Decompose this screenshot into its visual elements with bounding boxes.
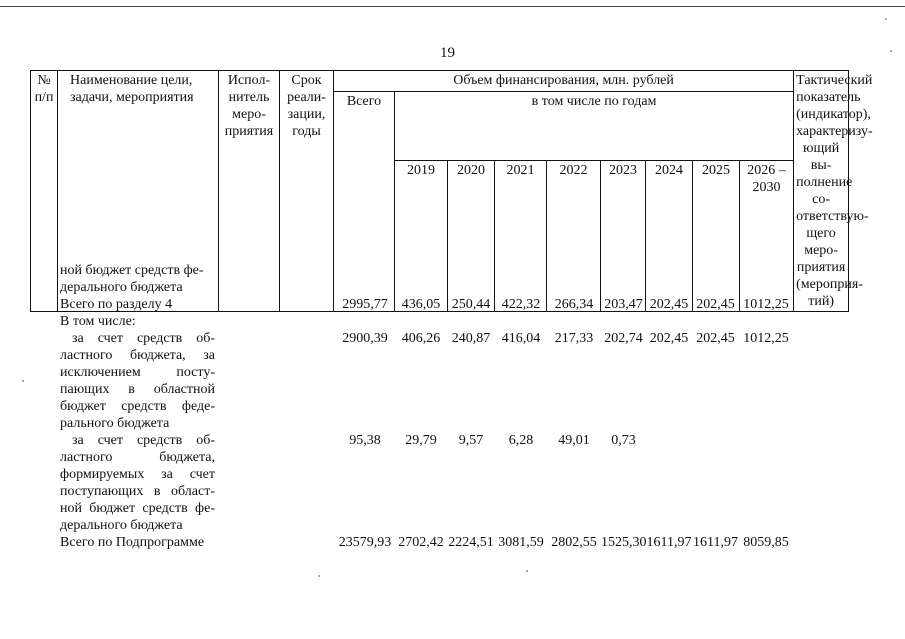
value-2019: 29,79 <box>405 433 437 448</box>
page-number: 19 <box>440 45 455 61</box>
row-label: за счет средств об-ластного бюджета, формируемых за счет поступающих в област-ной бюджет средств фе-дерального бюджета <box>60 433 215 533</box>
value-2022: 266,34 <box>554 297 594 312</box>
value-total: 23579,93 <box>338 535 392 550</box>
table-row <box>60 330 820 432</box>
row-label: за счет средств об-ластного бюджета, за исключением посту-пающих в областной бюджет средств феде-рального бюджета <box>60 331 215 431</box>
value-2023: 1525,30 <box>601 535 647 550</box>
table-row <box>60 262 820 296</box>
header-total-cell: Всего <box>334 92 395 312</box>
value-2020: 250,44 <box>451 297 491 312</box>
header-year-cell: 2026 – 2030 <box>740 161 794 312</box>
header-year-cell: 2024 <box>646 161 693 312</box>
value-2020: 240,87 <box>451 331 491 346</box>
scan-speck <box>526 570 528 572</box>
value-2021: 3081,59 <box>498 535 544 550</box>
table-row <box>60 313 820 330</box>
header-year-cell: 2025 <box>693 161 740 312</box>
value-2023: 202,74 <box>604 331 643 346</box>
funding-table-body <box>60 262 820 551</box>
header-year-cell: 2019 <box>395 161 448 312</box>
header-year-cell: 2020 <box>448 161 495 312</box>
value-2022: 49,01 <box>558 433 590 448</box>
value-2020: 2224,51 <box>448 535 494 550</box>
header-number-cell: № п/п <box>31 71 58 312</box>
value-2024: 202,45 <box>649 331 689 346</box>
header-term-cell: Срок реали-зации, годы <box>280 71 334 312</box>
row-label: Всего по разделу 4 <box>60 297 173 312</box>
value-2019: 436,05 <box>401 297 441 312</box>
value-2025: 202,45 <box>696 297 735 312</box>
header-year-cell: 2022 <box>547 161 601 312</box>
value-2019: 2702,42 <box>398 535 444 550</box>
header-year-cell: 2023 <box>601 161 646 312</box>
header-year-cell: 2021 <box>495 161 547 312</box>
scan-speck <box>318 575 320 577</box>
header-name-cell: Наименование цели, задачи, мероприятия <box>58 71 219 312</box>
scan-speck <box>885 18 887 20</box>
value-2022: 217,33 <box>554 331 594 346</box>
header-by-years-cell: в том числе по годам <box>395 92 794 161</box>
value-2026-2030: 1012,25 <box>743 331 789 346</box>
table-row <box>60 432 820 534</box>
page-top-border <box>0 6 905 7</box>
row-label: Всего по Подпрограмме <box>60 535 205 550</box>
value-total: 2995,77 <box>342 297 388 312</box>
value-2021: 6,28 <box>508 433 534 448</box>
value-2023: 0,73 <box>611 433 636 448</box>
value-2022: 2802,55 <box>551 535 597 550</box>
value-2024: 1611,97 <box>646 535 692 550</box>
value-2021: 422,32 <box>501 297 541 312</box>
value-total: 2900,39 <box>342 331 388 346</box>
row-label: ной бюджет средств фе-дерального бюджета <box>60 263 204 295</box>
scan-speck <box>890 50 892 52</box>
table-row <box>60 296 820 313</box>
value-2020: 9,57 <box>458 433 484 448</box>
value-2026-2030: 1012,25 <box>743 297 789 312</box>
table-row <box>60 534 820 551</box>
value-2021: 416,04 <box>501 331 541 346</box>
value-2025: 1611,97 <box>693 535 738 550</box>
header-executor-cell: Испол-нитель меро-приятия <box>219 71 280 312</box>
scan-speck <box>22 380 24 382</box>
row-label: В том числе: <box>60 314 136 329</box>
value-2026-2030: 8059,85 <box>743 535 789 550</box>
header-indicator-cell: Тактический показатель (индикатор), характеризу-ющий вы-полнение со-ответствую-щего меро-приятия (мероприя-тий) <box>794 71 849 312</box>
value-2023: 203,47 <box>604 297 643 312</box>
header-funding-cell: Объем финансирования, млн. рублей <box>334 71 794 92</box>
value-2019: 406,26 <box>401 331 441 346</box>
value-2024: 202,45 <box>649 297 689 312</box>
value-total: 95,38 <box>349 433 381 448</box>
value-2025: 202,45 <box>696 331 735 346</box>
